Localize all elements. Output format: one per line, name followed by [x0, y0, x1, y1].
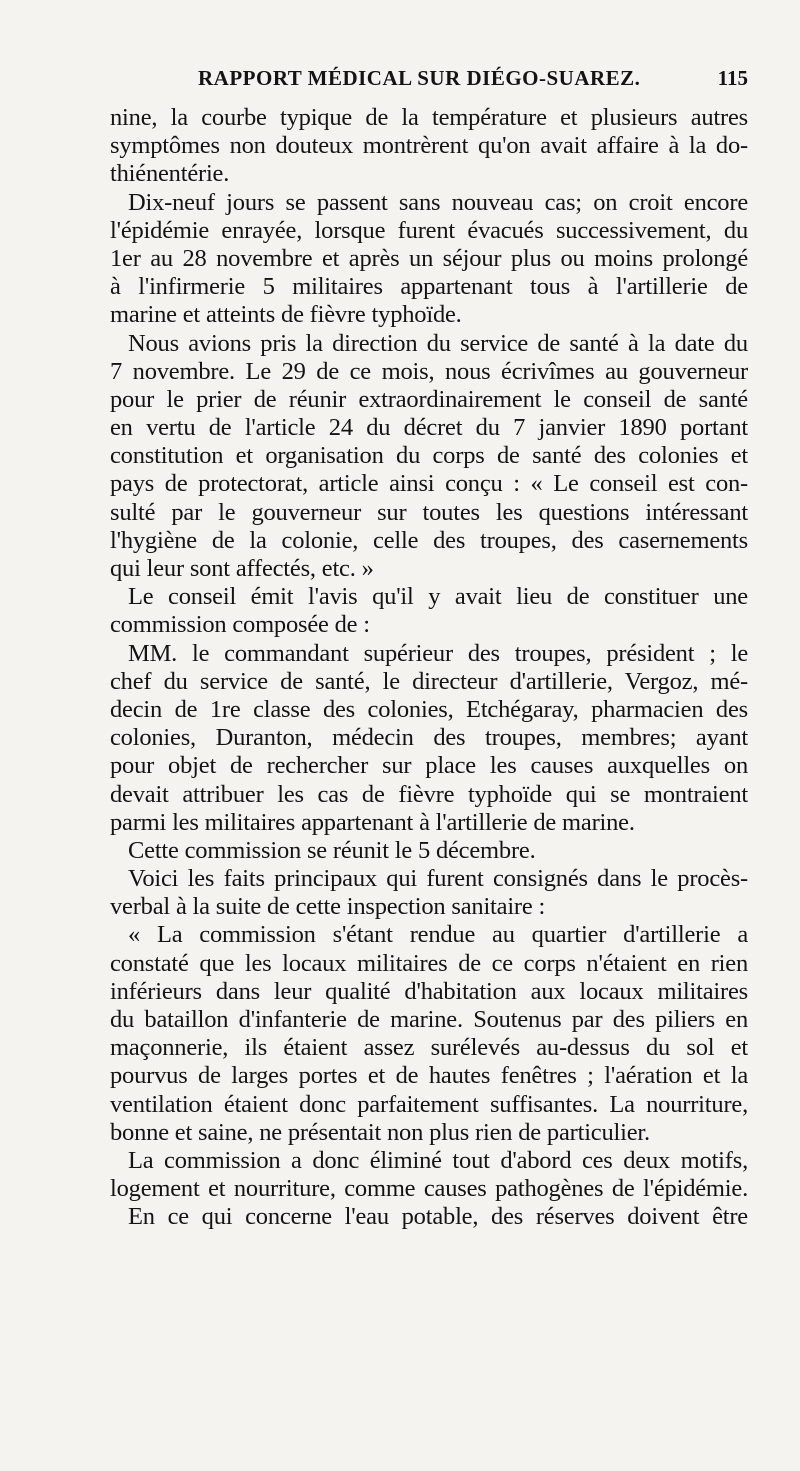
text-line: chef du service de santé, le directeur d'artillerie, Vergoz, mé-	[110, 667, 748, 695]
text-line: à l'infirmerie 5 militaires appartenant tous à l'artillerie de	[110, 273, 748, 301]
text-line: commission composée de :	[110, 611, 370, 639]
text-line: inférieurs dans leur qualité d'habitation aux locaux militaires	[110, 977, 748, 1005]
page-number: 115	[717, 66, 748, 90]
text-line: logement et nourriture, comme causes pathogènes de l'épidémie.	[110, 1175, 748, 1203]
text-line: Cette commission se réunit le 5 décembre.	[128, 836, 536, 864]
text-line: nine, la courbe typique de la température et plusieurs autres	[110, 104, 748, 131]
text-line: symptômes non douteux montrèrent qu'on avait affaire à la do-	[110, 132, 748, 160]
text-line: l'hygiène de la colonie, celle des troupes, des casernements	[110, 526, 748, 554]
text-line: ventilation étaient donc parfaitement suffisantes. La nourriture,	[110, 1090, 748, 1118]
text-line: l'épidémie enrayée, lorsque furent évacués successivement, du	[110, 216, 748, 244]
text-line: « La commission s'étant rendue au quartier d'artillerie a	[128, 921, 748, 949]
text-line: devait attribuer les cas de fièvre typhoïde qui se montraient	[110, 780, 748, 808]
text-line: colonies, Duranton, médecin des troupes, membres; ayant	[110, 724, 748, 752]
text-line: La commission a donc éliminé tout d'abord ces deux motifs,	[128, 1146, 748, 1174]
text-line: maçonnerie, ils étaient assez surélevés au-dessus du sol et	[110, 1034, 748, 1062]
running-title: RAPPORT MÉDICAL SUR DIÉGO-SUAREZ.	[198, 66, 641, 90]
text-line: parmi les militaires appartenant à l'artillerie de marine.	[110, 808, 635, 836]
text-line: du bataillon d'infanterie de marine. Soutenus par des piliers en	[110, 1006, 748, 1033]
text-line: qui leur sont affectés, etc. »	[110, 555, 374, 582]
text-line: Dix-neuf jours se passent sans nouveau cas; on croit encore	[128, 188, 748, 216]
text-line: pourvus de larges portes et de hautes fenêtres ; l'aération et la	[110, 1062, 748, 1090]
text-line: pays de protectorat, article ainsi conçu : « Le conseil est con-	[110, 470, 748, 498]
text-line: decin de 1re classe des colonies, Etchégaray, pharmacien des	[110, 695, 748, 723]
page-header	[110, 66, 748, 96]
text-line: sulté par le gouverneur sur toutes les questions intéressant	[110, 498, 748, 526]
text-line: MM. le commandant supérieur des troupes, président ; le	[128, 639, 748, 667]
body-text	[110, 104, 748, 1232]
text-line: Voici les faits principaux qui furent consignés dans le procès-	[128, 865, 748, 893]
text-line: bonne et saine, ne présentait non plus rien de particulier.	[110, 1118, 650, 1146]
text-line: pour le prier de réunir extraordinairement le conseil de santé	[110, 385, 748, 413]
text-line: Nous avions pris la direction du service de santé à la date du	[128, 329, 748, 357]
text-line: Le conseil émit l'avis qu'il y avait lieu de constituer une	[128, 583, 748, 611]
text-line: constitution et organisation du corps de santé des colonies et	[110, 442, 748, 470]
text-line: marine et atteints de fièvre typhoïde.	[110, 301, 462, 329]
text-line: constaté que les locaux militaires de ce corps n'étaient en rien	[110, 949, 748, 977]
text-line: verbal à la suite de cette inspection sanitaire :	[110, 893, 546, 921]
text-line: En ce qui concerne l'eau potable, des réserves doivent être	[128, 1203, 748, 1231]
text-line: 7 novembre. Le 29 de ce mois, nous écrivîmes au gouverneur	[110, 357, 748, 385]
text-line: 1er au 28 novembre et après un séjour plus ou moins prolongé	[110, 244, 748, 272]
text-line: thiénentérie.	[110, 160, 230, 188]
text-line: en vertu de l'article 24 du décret du 7 janvier 1890 portant	[110, 414, 748, 442]
text-line: pour objet de rechercher sur place les causes auxquelles on	[110, 752, 748, 780]
